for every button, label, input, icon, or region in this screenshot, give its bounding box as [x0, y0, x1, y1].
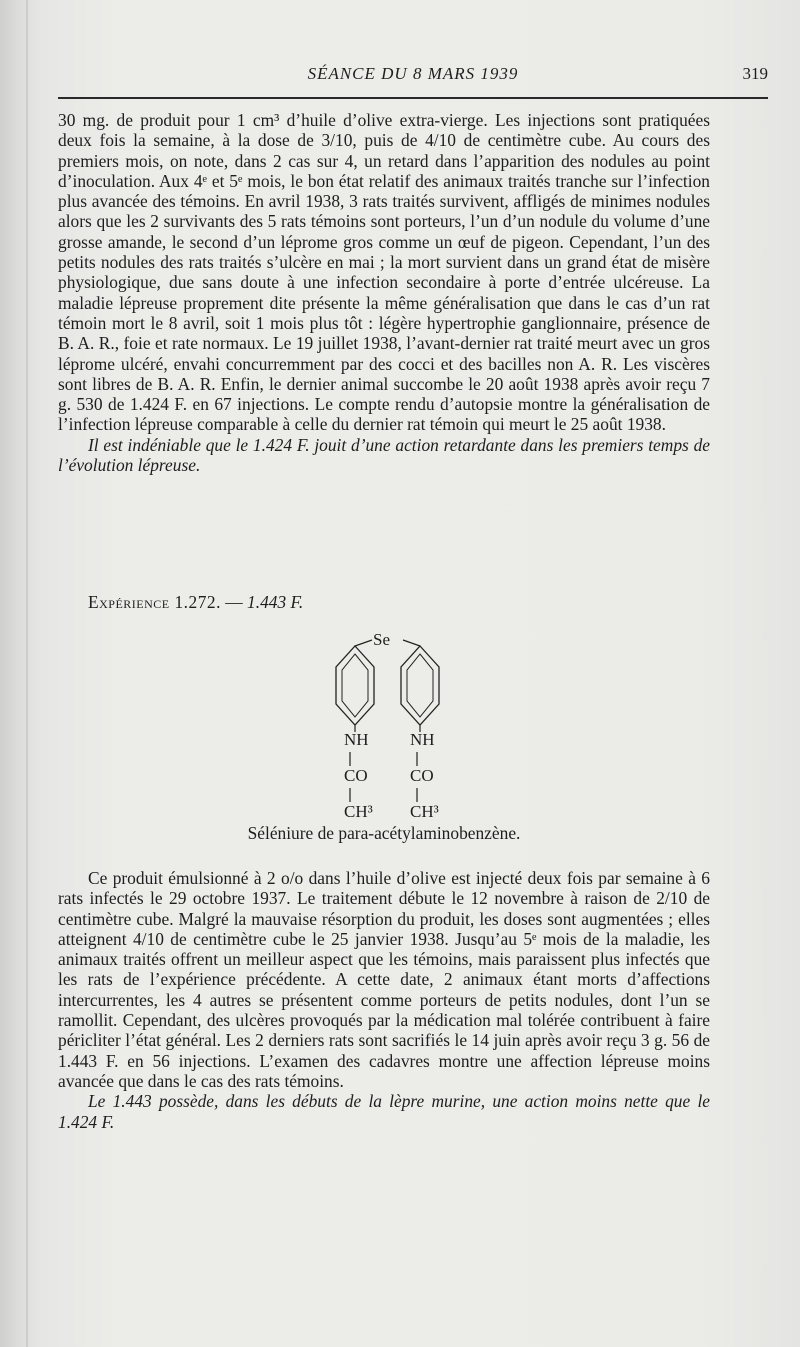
binding-shadow	[26, 0, 28, 1347]
running-head: SÉANCE DU 8 MARS 1939	[307, 64, 519, 83]
left-ch3-label: CH³	[344, 802, 373, 821]
left-nh-label: NH	[344, 730, 369, 749]
experiment-heading	[88, 592, 588, 613]
right-co-label: CO	[410, 766, 434, 785]
chemical-formula	[320, 630, 450, 845]
left-ring-inner	[342, 654, 368, 717]
page-number: 319	[742, 64, 768, 83]
paragraph-results-1424: 30 mg. de produit pour 1 cm³ d’huile d’olive extra-vierge. Les injections sont pratiquées deux fois la semaine, à la dose de 3/10, puis de 4/10 de centimètre cube. Au cours des premiers mois, on note, dans 2 cas sur 4, un retard dans l’apparition des nodules au point d’inoculation. Aux 4ᵉ et 5ᵉ mois, le bon état relatif des animaux traités tranche sur l’infection plus avancée des témoins. En avril 1938, 3 rats traités survivent, affligés de minimes nodules alors que les 2 survivants des 5 rats témoins sont porteurs, l’un d’un nodule du volume d’une grosse amande, le second d’un léprome gros comme un œuf de pigeon. Cependant, l’un des petits nodules des rats traités s’ulcère en mai ; la mort survient dans un grand état de misère physiologique, due sans doute à une infection secondaire à porte d’entrée ulcéreuse. La maladie lépreuse proprement dite présente la même généralisation que dans le cas d’un rat témoin mort le 8 avril, soit 1 mois plus tôt : légère hypertrophie ganglionnaire, présence de B. A. R., foie et rate normaux. Le 19 juillet 1938, l’avant-dernier rat traité meurt avec un gros léprome ulcéré, envahi concurremment par des cocci et des bacilles non A. R. Les viscères sont libres de B. A. R. Enfin, le dernier animal succombe le 20 août 1938 après avoir reçu 7 g. 530 de 1.424 F. en 67 injections. Le compte rendu d’autopsie montre la généralisation de l’infection lépreuse comparable à celle du dernier rat témoin qui meurt le 25 août 1938.	[58, 110, 710, 435]
selenium-label: Se	[373, 630, 390, 649]
text-block-bottom	[58, 868, 710, 1132]
right-ch3-label: CH³	[410, 802, 439, 821]
experiment-label: Expérience 1.272.	[88, 592, 221, 612]
paragraph-conclusion-1443: Le 1.443 possède, dans les débuts de la lèpre murine, une action moins nette que le 1.424 F.	[58, 1091, 710, 1132]
text-block-top	[58, 110, 710, 475]
page-header	[58, 64, 768, 86]
left-se-bond	[355, 640, 372, 646]
right-ring-inner	[407, 654, 433, 717]
left-co-label: CO	[344, 766, 368, 785]
paragraph-results-1443: Ce produit émulsionné à 2 o/o dans l’huile d’olive est injecté deux fois par semaine à 6 rats infectés le 29 octobre 1937. Le traitement débute le 12 novembre à raison de 2/10 de centimètre cube. Malgré la mauvaise résorption du produit, les doses sont augmentées ; elles atteignent 4/10 de centimètre cube le 25 janvier 1938. Jusqu’au 5ᵉ mois de la maladie, les animaux traités offrent un meilleur aspect que les témoins, mais paraissent plus infectés que les rats de l’expérience précédente. A cette date, 2 animaux étant morts d’affections intercurrentes, les 4 autres se présentent comme porteurs de petits nodules, dont l’un se ramollit. Cependant, des ulcères provoqués par la médication mal tolérée contribuent à faire péricliter l’état général. Les 2 derniers rats sont sacrifiés le 14 juin après avoir reçu 3 g. 56 de 1.443 F. en 56 injections. L’examen des cadavres montre une affection lépreuse moins avancée que dans le cas des rats témoins.	[58, 868, 710, 1091]
paragraph-conclusion-1424: Il est indéniable que le 1.424 F. jouit d’une action retardante dans les premiers temps de l’évolution lépreuse.	[58, 434, 710, 476]
formula-caption: Séléniure de para-acétylaminobenzène.	[247, 823, 521, 843]
header-rule	[58, 97, 768, 99]
right-nh-label: NH	[410, 730, 435, 749]
experiment-dash: —	[220, 592, 248, 612]
right-se-bond	[403, 640, 420, 646]
experiment-compound: 1.443 F.	[247, 592, 304, 612]
